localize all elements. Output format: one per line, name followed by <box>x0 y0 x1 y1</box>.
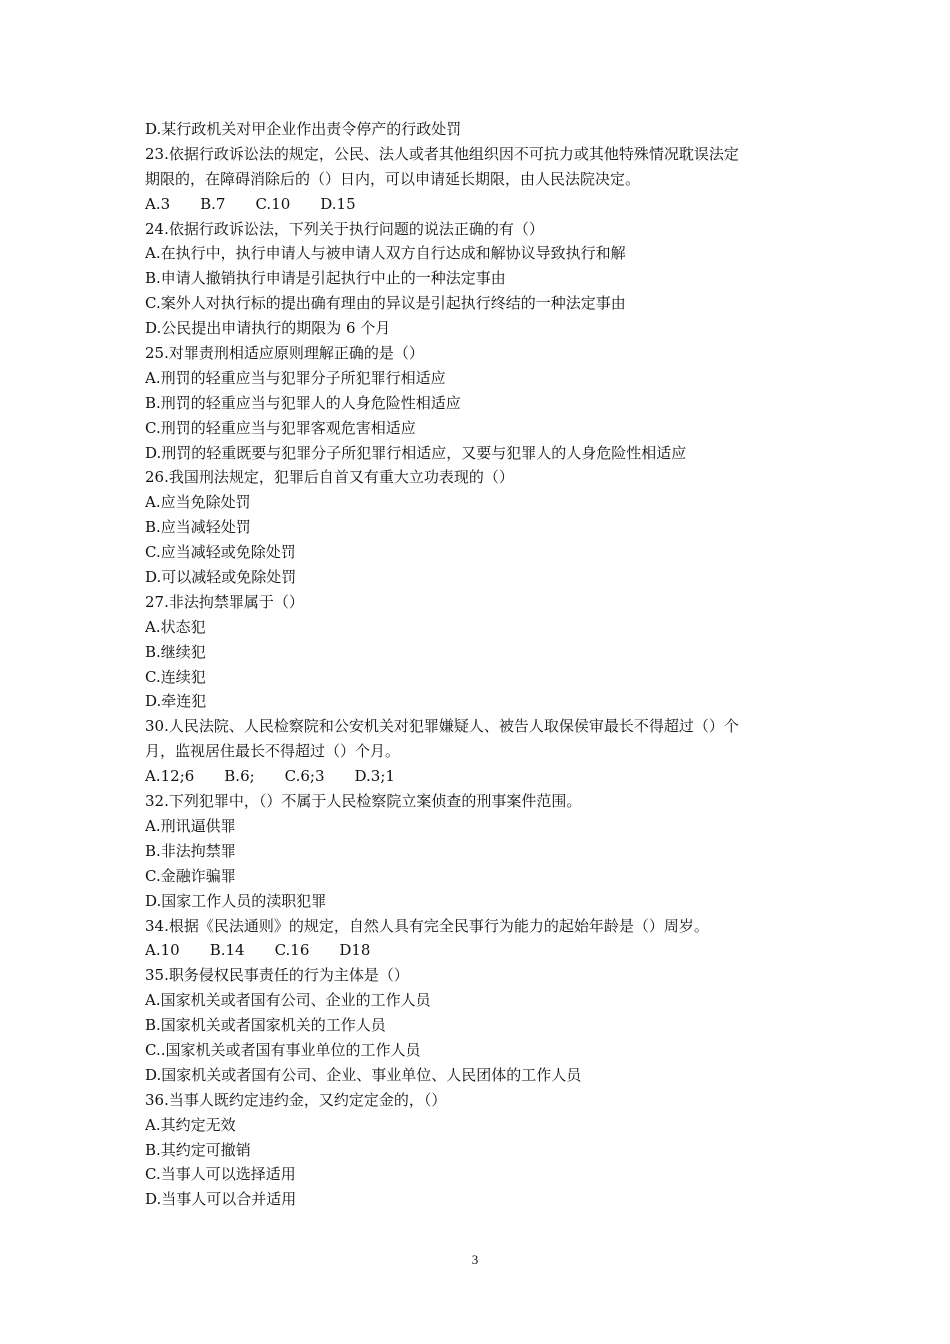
text-line: B.其约定可撤销 <box>145 1140 251 1159</box>
text-line: 34.根据《民法通则》的规定，自然人具有完全民事行为能力的起始年龄是（）周岁。 <box>145 916 709 935</box>
text-line: D.刑罚的轻重既要与犯罪分子所犯罪行相适应，又要与犯罪人的人身危险性相适应 <box>145 443 687 462</box>
text-line: B.继续犯 <box>145 642 206 661</box>
text-line: D.牵连犯 <box>145 692 207 711</box>
text-line: A.在执行中，执行申请人与被申请人双方自行达成和解协议导致执行和解 <box>145 244 626 263</box>
text-line: D.国家机关或者国有公司、企业、事业单位、人民团体的工作人员 <box>145 1065 582 1084</box>
text-line: B.国家机关或者国家机关的工作人员 <box>145 1016 386 1035</box>
text-line: B.非法拘禁罪 <box>145 841 236 860</box>
text-line: C.金融诈骗罪 <box>145 866 236 885</box>
text-line: A.3 B.7 C.10 D.15 <box>145 194 356 213</box>
text-line: C.连续犯 <box>145 667 206 686</box>
text-line: B.申请人撤销执行申请是引起执行中止的一种法定事由 <box>145 269 506 288</box>
text-line: B.刑罚的轻重应当与犯罪人的人身危险性相适应 <box>145 393 461 412</box>
text-line: 27.非法拘禁罪属于（） <box>145 592 304 611</box>
text-line: A.其约定无效 <box>145 1115 236 1134</box>
text-line: A.状态犯 <box>145 617 206 636</box>
text-line: 35.职务侵权民事责任的行为主体是（） <box>145 966 409 985</box>
text-line: 25.对罪责刑相适应原则理解正确的是（） <box>145 344 424 363</box>
text-line: A.10 B.14 C.16 D18 <box>145 941 371 960</box>
text-line: A.国家机关或者国有公司、企业的工作人员 <box>145 991 431 1010</box>
text-line: B.应当减轻处罚 <box>145 518 251 537</box>
text-line: 期限的，在障碍消除后的（）日内，可以申请延长期限，由人民法院决定。 <box>145 169 641 188</box>
text-line: C.应当减轻或免除处罚 <box>145 543 296 562</box>
text-line: A.应当免除处罚 <box>145 493 251 512</box>
text-line: C.案外人对执行标的提出确有理由的异议是引起执行终结的一种法定事由 <box>145 294 626 313</box>
text-line: C.刑罚的轻重应当与犯罪客观危害相适应 <box>145 418 416 437</box>
text-line: D.公民提出申请执行的期限为 6 个月 <box>145 319 391 338</box>
text-line: D.可以减轻或免除处罚 <box>145 568 297 587</box>
page-number: 3 <box>471 1252 479 1267</box>
document-body <box>145 117 815 1212</box>
text-line: 30.人民法院、人民检察院和公安机关对犯罪嫌疑人、被告人取保侯审最长不得超过（）个 <box>145 717 739 736</box>
text-line: A.刑罚的轻重应当与犯罪分子所犯罪行相适应 <box>145 368 446 387</box>
text-line: 月，监视居住最长不得超过（）个月。 <box>145 742 401 761</box>
text-line: 23.依据行政诉讼法的规定，公民、法人或者其他组织因不可抗力或其他特殊情况耽误法定 <box>145 144 739 163</box>
text-line: D.当事人可以合并适用 <box>145 1190 297 1209</box>
text-line: 32.下列犯罪中，（）不属于人民检察院立案侦查的刑事案件范围。 <box>145 792 582 811</box>
text-line: 36.当事人既约定违约金，又约定定金的，（） <box>145 1090 447 1109</box>
text-line: A.12;6 B.6; C.6;3 D.3;1 <box>145 767 395 786</box>
text-line: 26.我国刑法规定，犯罪后自首又有重大立功表现的（） <box>145 468 514 487</box>
text-line: 24.依据行政诉讼法，下列关于执行问题的说法正确的有（） <box>145 219 544 238</box>
text-line: D.国家工作人员的渎职犯罪 <box>145 891 327 910</box>
text-line: A.刑讯逼供罪 <box>145 816 236 835</box>
text-line: C.当事人可以选择适用 <box>145 1165 296 1184</box>
text-line: D.某行政机关对甲企业作出责令停产的行政处罚 <box>145 120 462 138</box>
text-line: C..国家机关或者国有事业单位的工作人员 <box>145 1040 421 1059</box>
